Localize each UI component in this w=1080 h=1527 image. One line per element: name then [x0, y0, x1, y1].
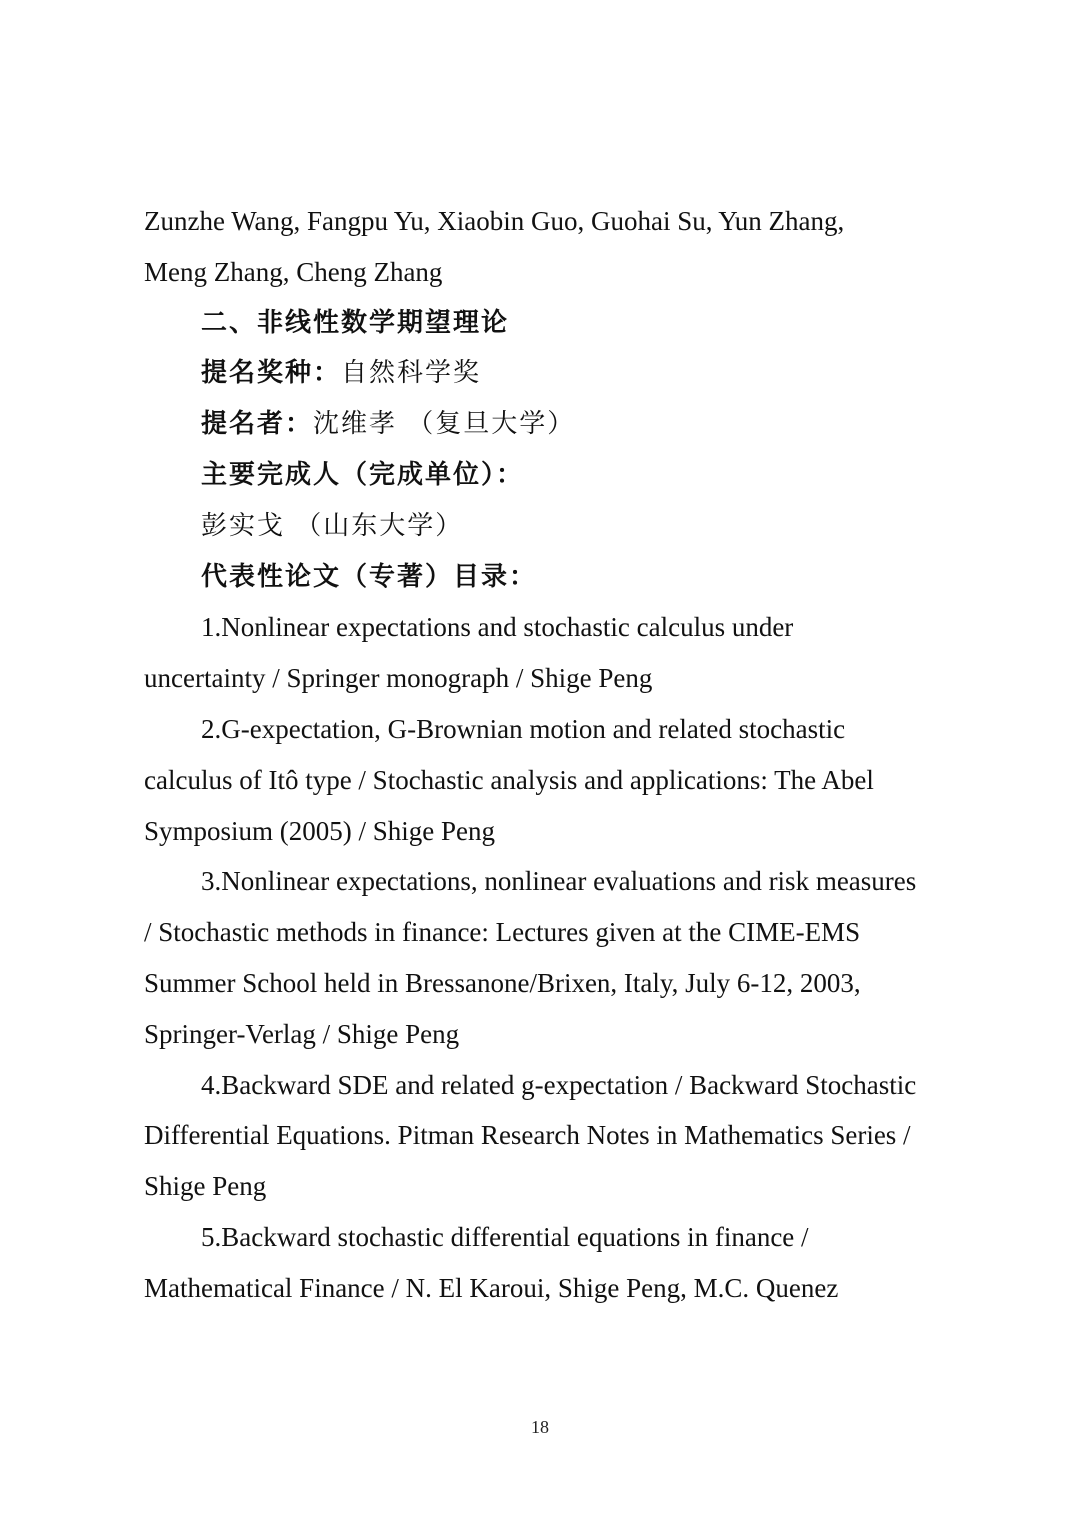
completers-label: 主要完成人（完成单位）： [201, 459, 525, 490]
paper-5-line-1: 5.Backward stochastic differential equations in finance / [201, 1221, 809, 1252]
page-number: 18 [531, 1417, 549, 1437]
paper-4-line-1: 4.Backward SDE and related g-expectation / Backward Stochastic [201, 1069, 917, 1100]
nominator-label: 提名者： [201, 409, 314, 440]
completers-value: 彭实戈 （山东大学） [201, 510, 464, 541]
paper-item [144, 856, 956, 1059]
paper-item [144, 1060, 956, 1212]
paper-2-line-1: 2.G-expectation, G-Brownian motion and related stochastic [201, 713, 846, 744]
nominator-value: 沈维孝 （复旦大学） [313, 409, 576, 440]
authors-line-1: Zunzhe Wang, Fangpu Yu, Xiaobin Guo, Guohai Su, Yun Zhang, [144, 206, 845, 236]
section-heading: 二、非线性数学期望理论 [201, 307, 510, 338]
paper-4-line-3: Shige Peng [144, 1171, 267, 1202]
award-label: 提名奖种： [201, 358, 342, 389]
paper-3-line-4: Springer-Verlag / Shige Peng [144, 1018, 460, 1049]
paper-5-line-2: Mathematical Finance / N. El Karoui, Shige Peng, M.C. Quenez [144, 1272, 839, 1303]
paper-2-line-3: Symposium (2005) / Shige Peng [144, 815, 496, 846]
paper-4-line-2: Differential Equations. Pitman Research Notes in Mathematics Series / [144, 1120, 911, 1151]
paper-2-line-2: calculus of Itô type / Stochastic analysis and applications: The Abel [144, 764, 874, 795]
authors-line-2: Meng Zhang, Cheng Zhang [144, 256, 443, 287]
paper-3-line-3: Summer School held in Bressanone/Brixen, Italy, July 6-12, 2003, [144, 967, 861, 998]
papers-list [144, 602, 956, 1313]
paper-item [144, 704, 956, 856]
award-value: 自然科学奖 [341, 358, 482, 389]
paper-3-line-1: 3.Nonlinear expectations, nonlinear evaluations and risk measures [201, 866, 917, 897]
paper-1-line-1: 1.Nonlinear expectations and stochastic calculus under [201, 612, 794, 643]
nominator-row [144, 399, 956, 450]
paper-1-line-2: uncertainty / Springer monograph / Shige Peng [144, 663, 653, 694]
paper-3-line-2: / Stochastic methods in finance: Lectures given at the CIME-EMS [144, 917, 861, 948]
papers-label: 代表性论文（专著）目录： [201, 561, 538, 592]
paper-item [144, 1212, 956, 1314]
page-content [144, 196, 956, 1314]
award-row [144, 348, 956, 399]
paper-item [144, 602, 956, 704]
